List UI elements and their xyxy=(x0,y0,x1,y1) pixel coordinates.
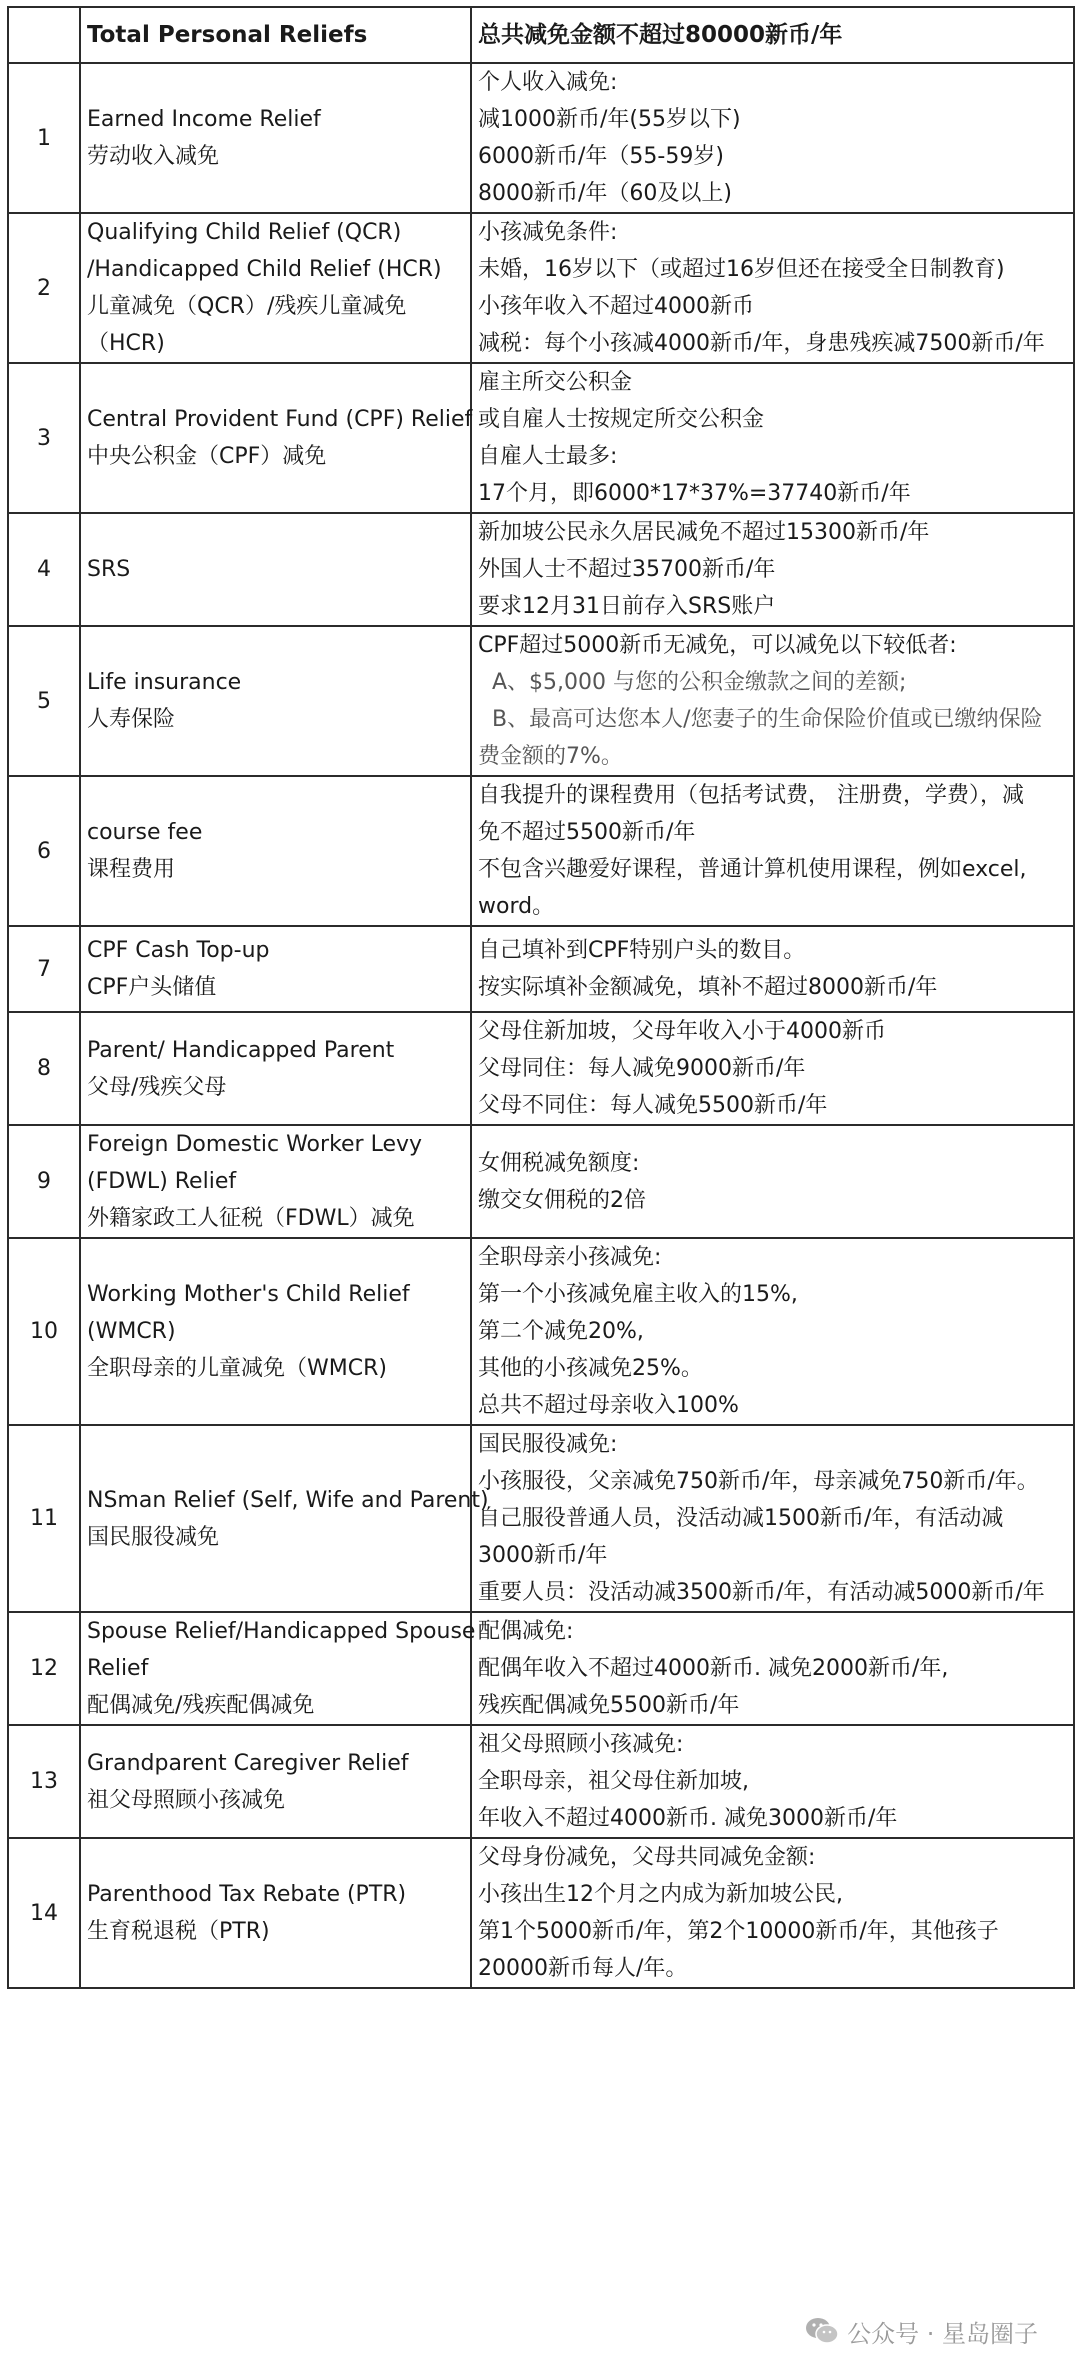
relief-detail-line: B、最高可达您本人/您妻子的生命保险价值或已缴纳保险 xyxy=(478,707,1043,732)
relief-detail-line: 要求12月31日前存入SRS账户 xyxy=(478,594,776,619)
relief-detail-line: 配偶减免: xyxy=(478,1619,574,1644)
relief-detail-line: 祖父母照顾小孩减免: xyxy=(478,1732,684,1757)
row-number: 3 xyxy=(8,363,80,513)
relief-detail-cell xyxy=(471,1125,1074,1238)
relief-detail-line: 雇主所交公积金 xyxy=(478,370,633,395)
row-number: 6 xyxy=(8,776,80,926)
relief-detail-cell xyxy=(471,1425,1074,1612)
table-row xyxy=(8,1612,1074,1725)
relief-name-line: 中央公积金（CPF）减免 xyxy=(87,444,327,469)
row-number: 7 xyxy=(8,926,80,1012)
relief-name-cell xyxy=(80,513,471,626)
row-number: 9 xyxy=(8,1125,80,1238)
relief-detail-line: 父母身份减免，父母共同减免金额: xyxy=(478,1845,816,1870)
relief-detail-line: 第二个减免20%, xyxy=(478,1319,644,1344)
row-number: 12 xyxy=(8,1612,80,1725)
relief-detail-line: 外国人士不超过35700新币/年 xyxy=(478,557,776,582)
relief-detail-line: 配偶年收入不超过4000新币. 减免2000新币/年, xyxy=(478,1656,949,1681)
relief-name-line: Life insurance xyxy=(87,670,242,695)
relief-detail-line: 重要人员：没活动减3500新币/年，有活动减5000新币/年 xyxy=(478,1580,1045,1605)
table-row xyxy=(8,1012,1074,1125)
row-number: 10 xyxy=(8,1238,80,1425)
relief-detail-cell xyxy=(471,513,1074,626)
relief-detail-line: 残疾配偶减免5500新币/年 xyxy=(478,1693,740,1718)
relief-name-line: Earned Income Relief xyxy=(87,107,321,132)
relief-name-line: 全职母亲的儿童减免（WMCR) xyxy=(87,1356,387,1381)
relief-name-cell xyxy=(80,363,471,513)
relief-name-line: 人寿保险 xyxy=(87,707,176,732)
relief-name-cell xyxy=(80,1125,471,1238)
row-number: 14 xyxy=(8,1838,80,1988)
relief-detail-line: 免不超过5500新币/年 xyxy=(478,820,696,845)
table-row xyxy=(8,63,1074,213)
relief-detail-cell xyxy=(471,213,1074,363)
relief-name-line: Relief xyxy=(87,1656,149,1681)
table-row xyxy=(8,1238,1074,1425)
relief-table xyxy=(7,6,1075,1989)
relief-detail-line: 17个月，即6000*17*37%=37740新币/年 xyxy=(478,481,911,506)
relief-name-line: Foreign Domestic Worker Levy xyxy=(87,1132,423,1157)
relief-name-line: Working Mother's Child Relief xyxy=(87,1282,410,1307)
relief-name-line: SRS xyxy=(87,557,131,582)
table-row xyxy=(8,213,1074,363)
relief-detail-line: 减1000新币/年(55岁以下) xyxy=(478,107,741,132)
relief-detail-line: 年收入不超过4000新币. 减免3000新币/年 xyxy=(478,1806,898,1831)
relief-name-cell xyxy=(80,1425,489,1612)
relief-detail-cell xyxy=(471,63,1074,213)
table-row xyxy=(8,1425,1074,1612)
relief-detail-line: 父母同住：每人减免9000新币/年 xyxy=(478,1056,806,1081)
table-row xyxy=(8,363,1074,513)
relief-detail-line: 小孩年收入不超过4000新币 xyxy=(478,294,754,319)
relief-detail-cell xyxy=(471,926,1074,1012)
relief-detail-line: 自己服役普通人员，没活动减1500新币/年，有活动减 xyxy=(478,1506,1004,1531)
table-row xyxy=(8,1725,1074,1838)
relief-name-line: 祖父母照顾小孩减免 xyxy=(87,1787,286,1813)
relief-name-line: 儿童减免（QCR）/残疾儿童减免 xyxy=(87,294,407,319)
relief-name-cell xyxy=(80,776,471,926)
relief-name-cell xyxy=(80,626,471,776)
header-num-cell xyxy=(8,7,80,63)
relief-detail-line: CPF超过5000新币无减免，可以减免以下较低者: xyxy=(478,633,957,658)
relief-name-cell xyxy=(80,1238,471,1425)
relief-detail-line: 不包含兴趣爱好课程，普通计算机使用课程，例如excel, xyxy=(478,857,1027,882)
relief-name-cell xyxy=(80,926,471,1012)
relief-name-cell xyxy=(80,1838,471,1988)
relief-name-cell xyxy=(80,1612,476,1725)
relief-name-cell xyxy=(80,63,471,213)
relief-detail-line: 父母住新加坡，父母年收入小于4000新币 xyxy=(478,1019,886,1044)
table-row xyxy=(8,926,1074,1012)
relief-detail-line: 全职母亲小孩减免: xyxy=(478,1245,662,1270)
relief-detail-line: 国民服役减免: xyxy=(478,1432,618,1457)
relief-name-cell xyxy=(80,1012,471,1125)
row-number: 2 xyxy=(8,213,80,363)
relief-detail-line: 6000新币/年（55-59岁) xyxy=(478,144,724,169)
relief-name-line: NSman Relief (Self, Wife and Parent) xyxy=(87,1487,489,1513)
relief-detail-cell xyxy=(471,363,1074,513)
relief-name-line: CPF Cash Top-up xyxy=(87,938,270,963)
row-number: 11 xyxy=(8,1425,80,1612)
relief-detail-line: 全职母亲，祖父母住新加坡, xyxy=(478,1769,749,1794)
relief-name-line: Qualifying Child Relief (QCR) xyxy=(87,220,402,245)
relief-detail-line: 女佣税减免额度: xyxy=(478,1150,640,1176)
relief-detail-line: 自雇人士最多: xyxy=(478,444,618,469)
relief-name-line: Grandparent Caregiver Relief xyxy=(87,1750,409,1776)
relief-name-line: 国民服役减免 xyxy=(87,1524,220,1550)
row-number: 8 xyxy=(8,1012,80,1125)
relief-detail-cell xyxy=(471,776,1074,926)
relief-name-line: 课程费用 xyxy=(87,857,176,882)
relief-detail-line: 按实际填补金额减免，填补不超过8000新币/年 xyxy=(478,975,938,1000)
relief-detail-line: 未婚，16岁以下（或超过16岁但还在接受全日制教育) xyxy=(478,257,1005,282)
header-row xyxy=(8,7,1074,63)
relief-detail-line: word。 xyxy=(478,894,555,919)
relief-name-line: Parenthood Tax Rebate (PTR) xyxy=(87,1882,407,1907)
relief-detail-line: 缴交女佣税的2倍 xyxy=(478,1187,646,1213)
relief-detail-line: 费金额的7%。 xyxy=(478,744,623,769)
relief-name-line: (WMCR) xyxy=(87,1319,176,1344)
relief-name-line: Central Provident Fund (CPF) Relief xyxy=(87,407,473,432)
relief-detail-line: 父母不同住：每人减免5500新币/年 xyxy=(478,1093,828,1118)
relief-detail-line: 小孩服役，父亲减免750新币/年，母亲减免750新币/年。 xyxy=(478,1469,1039,1494)
watermark xyxy=(799,2307,1044,2355)
relief-detail-cell xyxy=(471,1238,1074,1425)
relief-name-line: CPF户头储值 xyxy=(87,975,217,1000)
relief-detail-line: 自己填补到CPF特别户头的数目。 xyxy=(478,938,806,963)
relief-detail-line: 8000新币/年（60及以上) xyxy=(478,181,732,206)
watermark-text: 公众号 · 星岛圈子 xyxy=(847,2319,1038,2348)
relief-detail-line: A、$5,000 与您的公积金缴款之间的差额; xyxy=(478,670,907,695)
row-number: 5 xyxy=(8,626,80,776)
row-number: 13 xyxy=(8,1725,80,1838)
relief-detail-line: 第1个5000新币/年，第2个10000新币/年，其他孩子 xyxy=(478,1919,999,1944)
relief-detail-line: 第一个小孩减免雇主收入的15%, xyxy=(478,1282,798,1307)
relief-name-line: 生育税退税（PTR) xyxy=(87,1919,270,1944)
relief-detail-cell xyxy=(471,1012,1074,1125)
table-row xyxy=(8,513,1074,626)
relief-detail-cell xyxy=(471,1725,1074,1838)
relief-detail-line: 小孩减免条件: xyxy=(478,220,618,245)
relief-name-cell xyxy=(80,213,471,363)
table-row xyxy=(8,776,1074,926)
relief-detail-line: 总共不超过母亲收入100% xyxy=(478,1393,739,1418)
table-row xyxy=(8,1838,1074,1988)
relief-detail-line: 3000新币/年 xyxy=(478,1543,608,1568)
relief-name-line: 外籍家政工人征税（FDWL）减免 xyxy=(87,1206,415,1231)
relief-name-line: /Handicapped Child Relief (HCR) xyxy=(87,257,442,282)
relief-detail-line: 减税：每个小孩减4000新币/年，身患残疾减7500新币/年 xyxy=(478,331,1045,356)
relief-detail-line: 新加坡公民永久居民减免不超过15300新币/年 xyxy=(478,520,930,545)
relief-detail-line: 20000新币每人/年。 xyxy=(478,1956,688,1981)
relief-detail-cell xyxy=(471,1612,1074,1725)
relief-name-line: (FDWL) Relief xyxy=(87,1169,237,1194)
relief-detail-line: 其他的小孩减免25%。 xyxy=(478,1356,703,1381)
relief-name-cell xyxy=(80,1725,471,1838)
relief-detail-cell xyxy=(471,1838,1074,1988)
relief-name-line: （HCR) xyxy=(87,331,165,356)
row-number: 1 xyxy=(8,63,80,213)
relief-name-line: course fee xyxy=(87,820,203,845)
header-title: Total Personal Reliefs xyxy=(80,7,471,63)
relief-detail-line: 或自雇人士按规定所交公积金 xyxy=(478,407,765,432)
row-number: 4 xyxy=(8,513,80,626)
relief-name-line: 父母/残疾父母 xyxy=(87,1074,227,1100)
relief-detail-line: 自我提升的课程费用（包括考试费， 注册费，学费），减 xyxy=(478,783,1024,808)
relief-name-line: Parent/ Handicapped Parent xyxy=(87,1037,395,1063)
relief-detail-cell xyxy=(471,626,1074,776)
relief-name-line: 劳动收入减免 xyxy=(87,144,220,169)
relief-name-line: 配偶减免/残疾配偶减免 xyxy=(87,1693,315,1718)
relief-detail-line: 小孩出生12个月之内成为新加坡公民, xyxy=(478,1882,843,1907)
relief-detail-line: 个人收入减免: xyxy=(478,70,618,95)
relief-name-line: Spouse Relief/Handicapped Spouse xyxy=(87,1619,476,1644)
wechat-icon xyxy=(805,2316,839,2346)
header-amount: 总共减免金额不超过80000新币/年 xyxy=(471,7,1074,63)
table-row xyxy=(8,1125,1074,1238)
table-row xyxy=(8,626,1074,776)
